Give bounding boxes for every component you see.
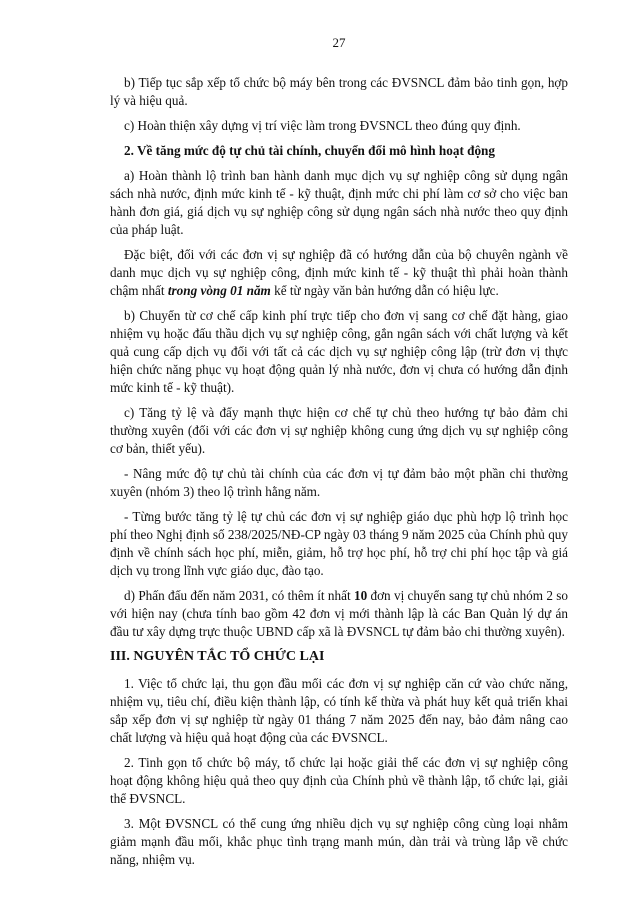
paragraph-giao-duc: - Từng bước tăng tỷ lệ tự chủ các đơn vị sự nghiệp giáo dục phù hợp lộ trình học phí theo Nghị định số 238/2025/NĐ-CP ngày 03 tháng 9 năm 2025 của Chính phủ quy định về chính sách học phí, miễn, giảm, hỗ trợ học phí, hỗ trợ chi phí học tập và giá dịch vụ trong lĩnh vực giáo dục, đào tạo. xyxy=(110,509,568,578)
paragraph-2d-text: d) Phấn đấu đến năm 2031, có thêm ít nhất xyxy=(124,588,354,603)
paragraph-2a-danh-muc: a) Hoàn thành lộ trình ban hành danh mục dịch vụ sự nghiệp công sử dụng ngân sách nhà nước, định mức kinh tế - kỹ thuật, định mức chi phí làm cơ sở cho việc ban hành đơn giá, giá dịch vụ sự nghiệp công sử dụng ngân sách nhà nước theo quy định của pháp luật. xyxy=(110,168,568,237)
paragraph-III-3: 3. Một ĐVSNCL có thể cung ứng nhiều dịch vụ sự nghiệp công cùng loại nhằm giảm mạnh đầu mối, khắc phục tình trạng manh mún, dàn trải và trùng lắp về chức năng, nhiệm vụ. xyxy=(110,816,568,867)
paragraph-1c-vi-tri-viec-lam: c) Hoàn thiện xây dựng vị trí việc làm trong ĐVSNCL theo đúng quy định. xyxy=(124,118,521,133)
paragraph-dac-biet xyxy=(110,246,568,300)
paragraph-2b-co-che: b) Chuyển từ cơ chế cấp kinh phí trực tiếp cho đơn vị sang cơ chế đặt hàng, giao nhiệm vụ hoặc đấu thầu dịch vụ sự nghiệp công, gắn ngân sách với chất lượng và kết quả cung cấp dịch vụ đối với tất cả các dịch vụ sự nghiệp công lập (trừ đơn vị thực hiện chức năng phục vụ hoạt động quản lý nhà nước, đơn vị chưa có hướng dẫn định mức kinh tế - kỹ thuật). xyxy=(110,308,568,395)
paragraph-2d-phan-dau xyxy=(110,587,568,641)
page-number: 27 xyxy=(332,35,346,50)
paragraph-dac-biet-tail: kể từ ngày văn bản hướng dẫn có hiệu lực. xyxy=(270,283,499,298)
target-count-emphasis: 10 xyxy=(353,588,368,603)
paragraph-nhom-3: - Nâng mức độ tự chủ tài chính của các đơn vị tự đảm bảo một phần chi thường xuyên (nhóm 3) theo lộ trình hằng năm. xyxy=(110,466,568,499)
paragraph-2c-tu-chu: c) Tăng tỷ lệ và đẩy mạnh thực hiện cơ chế tự chủ theo hướng tự bảo đảm chi thường xuyên (đối với các đơn vị sự nghiệp không cung ứng dịch vụ sự nghiệp công cơ bản, thiết yếu). xyxy=(110,405,568,456)
paragraph-III-1: 1. Việc tổ chức lại, thu gọn đầu mối các đơn vị sự nghiệp căn cứ vào chức năng, nhiệm vụ, tiêu chí, điều kiện thành lập, có tính kế thừa và phát huy kết quả triển khai sắp xếp đơn vị sự nghiệp từ ngày 01 tháng 7 năm 2025 đến nay, bảo đảm nâng cao chất lượng và hiệu quả hoạt động của các ĐVSNCL. xyxy=(110,676,568,745)
deadline-emphasis: trong vòng 01 năm xyxy=(167,283,271,298)
paragraph-1b-bo-may: b) Tiếp tục sắp xếp tổ chức bộ máy bên trong các ĐVSNCL đảm bảo tinh gọn, hợp lý và hiệu quả. xyxy=(110,75,568,108)
paragraph-2d-tail: đơn vị chuyển sang tự chủ nhóm 2 so với hiện nay (chưa tính bao gồm 42 đơn vị mới thành lập là các Ban Quản lý dự án đầu tư xây dựng trực thuộc UBND cấp xã là ĐVSNCL tự đảm bảo chi thường xuyên). xyxy=(110,588,569,639)
section-heading-2: 2. Về tăng mức độ tự chủ tài chính, chuyển đổi mô hình hoạt động xyxy=(124,143,495,158)
section-heading-III: III. NGUYÊN TẮC TỔ CHỨC LẠI xyxy=(110,649,325,664)
paragraph-III-2: 2. Tinh gọn tổ chức bộ máy, tổ chức lại hoặc giải thể các đơn vị sự nghiệp công hoạt động không hiệu quả theo quy định của Chính phủ về thành lập, tổ chức lại, giải thể ĐVSNCL. xyxy=(110,755,568,806)
paragraph-dac-biet-text: Đặc biệt, đối với các đơn vị sự nghiệp đã có hướng dẫn của bộ chuyên ngành về danh mục dịch vụ sự nghiệp công, định mức kinh tế - kỹ thuật thì phải hoàn thành chậm nhất xyxy=(110,247,568,298)
